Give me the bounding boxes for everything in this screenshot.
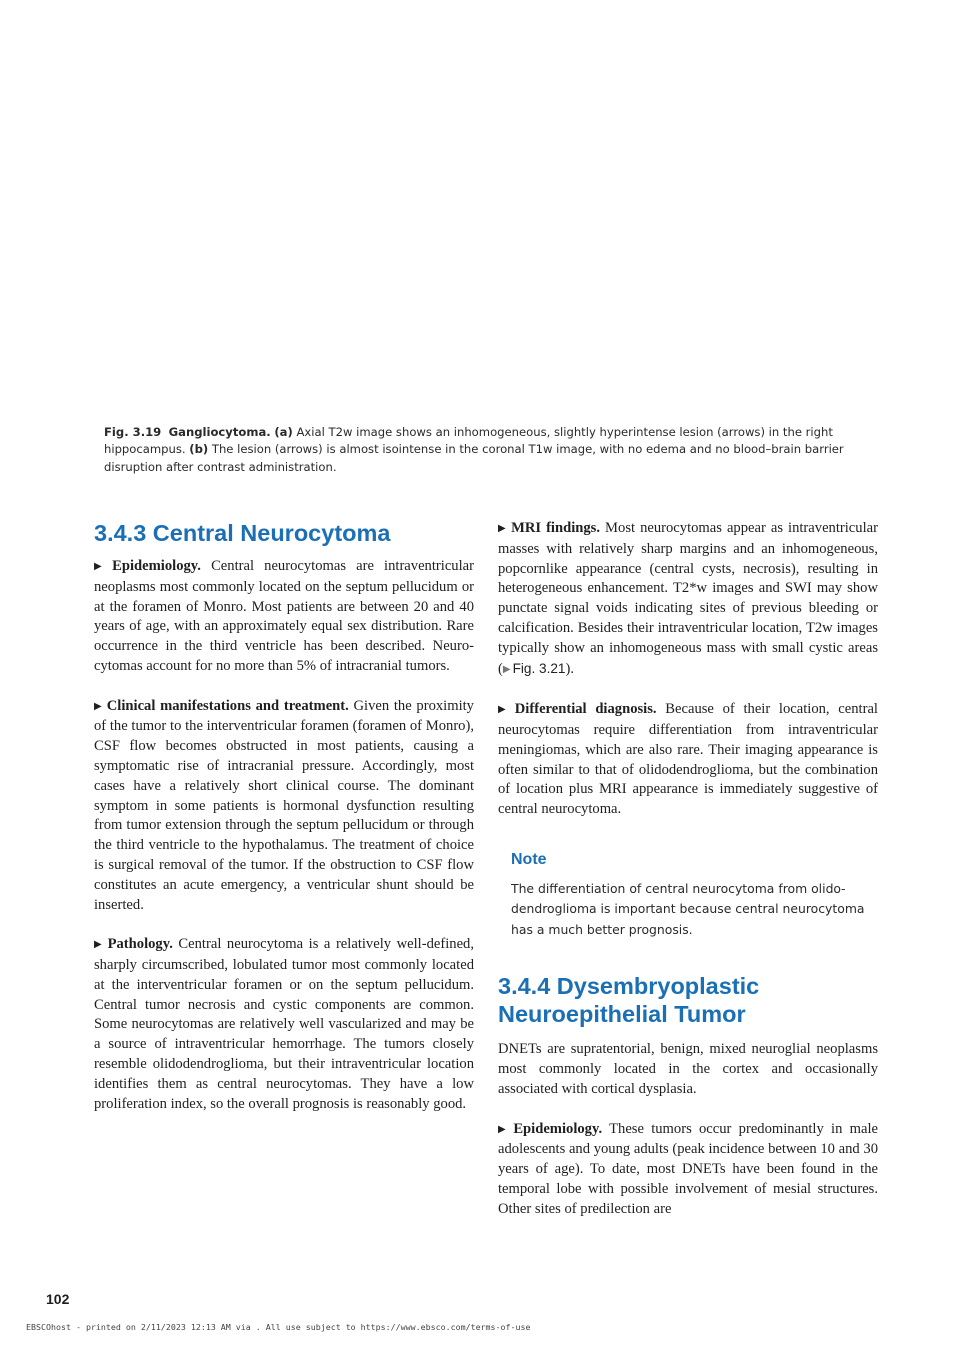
- note-title: Note: [511, 850, 547, 868]
- triangle-marker-icon: ▶: [94, 939, 104, 951]
- paragraph-mri-findings: [498, 519, 878, 680]
- paragraph-lead: Clinical manifestations and treatment.: [106, 697, 349, 714]
- section-heading-line-1: 3.4.4 Dysembryoplastic: [498, 973, 760, 1000]
- paragraph-lead: Differential diagnosis.: [514, 701, 657, 718]
- paragraph-clinical: [94, 697, 474, 916]
- note-box: [511, 850, 871, 941]
- paragraph-text: Central neurocytoma is a relatively well-defined, sharply circumscribed, lobulated tumor most commonly located at the interventricular foramen or on the septum pellucidum. Central tumor necrosis and cystic components are common. Some neurocytomas are relatively well vascularized and may be a source of intraventricular hemorrhage. The tumors closely resemble olidodendroglioma, but their intraventricular location identifies them as central neurocytomas. They have a low proliferation index, so the overall prognosis is reasonably good.: [94, 936, 474, 1112]
- page-number: 102: [46, 1291, 70, 1307]
- paragraph-lead: Epidemiology.: [112, 558, 201, 574]
- paragraph-text: These tumors occur predominantly in male adolescents and young adults (peak incidence between 10 and 30 years of age). To date, most DNETs have been found in the temporal lobe with possible involvement of mesial structures. Other sites of predilection are: [498, 1120, 879, 1217]
- figure-part-a-tag: (a): [274, 425, 293, 439]
- note-text: The differentiation of central neurocytoma from olidodendroglioma is important because central neurocytoma has a much better prognosis.: [511, 880, 865, 937]
- figure-reference-link[interactable]: Fig. 3.21: [512, 660, 566, 676]
- figure-label: Fig. 3.19: [104, 425, 162, 439]
- paragraph-text-tail: ).: [565, 660, 574, 677]
- print-footer: EBSCOhost - printed on 2/11/2023 12:13 AM via . All use subject to https://www.ebsco.com/terms-of-use: [26, 1322, 531, 1332]
- figure-part-a-text: Axial T2w image shows an inhomogeneous, slightly hyperintense lesion (arrows) in the right hippocampus.: [104, 425, 833, 457]
- section-heading-line-2: Neuroepithelial Tumor: [498, 1001, 746, 1028]
- triangle-marker-icon: ▶: [94, 561, 109, 572]
- section-heading-central-neurocytoma: 3.4.3 Central Neurocytoma: [94, 520, 391, 546]
- figure-part-b-tag: (b): [189, 442, 209, 457]
- paragraph-pathology: [94, 935, 474, 1114]
- triangle-marker-icon: ▶: [94, 700, 103, 712]
- paragraph-lead: MRI findings.: [511, 520, 601, 536]
- paragraph-dnet-epidemiology: [498, 1120, 878, 1220]
- paragraph-differential-diagnosis: [498, 700, 878, 820]
- paragraph-lead: Pathology.: [107, 936, 173, 953]
- triangle-marker-icon: ▶: [498, 523, 508, 534]
- right-column: [498, 519, 878, 1220]
- figure-caption: [104, 424, 864, 476]
- figure-part-b-text: The lesion (arrows) is almost isointense in the coronal T1w image, with no edema and no blood–brain barrier disruption after contrast administration.: [104, 442, 844, 474]
- paragraph-lead: Epidemiology.: [513, 1120, 603, 1137]
- triangle-marker-icon: ▶: [502, 663, 511, 675]
- figure-title: Gangliocytoma.: [168, 425, 271, 439]
- paragraph-text: Most neurocytomas appear as intraventricular masses with relatively sharp margins and an inhomogeneous, popcornlike appearance (central cysts, necrosis), resulting in heterogeneous enhancement. T2*w images and SWI may show punctate signal voids indicating sites of previous bleeding or calcification. Besides their intraventricular location, T2w images typically show an inhomogeneous mass with small cystic areas (: [498, 520, 878, 677]
- left-column: [94, 519, 474, 1114]
- paragraph-text: Given the proximity of the tumor to the interventricular foramen (foramen of Monro), CSF flow becomes obstructed in most patients, causing a symptomatic rise of intracranial pressure. Accordingly, most cases have a relatively short clinical course. The dominant symptom in some patients is hormonal dysfunction resulting from tumor extension through the septum pellucidum or through the third ventricle to the hypothalamus. The treatment of choice is surgical removal of the tumor. If the obstruction to CSF flow constitutes an acute emergency, a ventricular shunt should be inserted.: [94, 697, 474, 913]
- paragraph-text: Because of their location, central neurocytomas require differentiation from intraventricular meningiomas, which are also rare. Their imaging appearance is often similar to that of olidodendroglioma, but the combination of location plus MRI appearance is immediately suggestive of central neurocytoma.: [498, 701, 878, 818]
- triangle-marker-icon: ▶: [498, 1123, 510, 1135]
- triangle-marker-icon: ▶: [498, 704, 511, 716]
- paragraph-text: Central neurocytomas are intraventricular neoplasms most commonly located on the septum pellucidum or at the foramen of Monro. Most patients are between 20 and 40 years of age, with an approximately equal sex distribution. Rare occurrence in the third ventricle has been described. Neurocytomas account for no more than 5% of intracranial tumors.: [94, 558, 474, 674]
- section-heading-dnet: [498, 972, 878, 1028]
- paragraph-dnet-intro: DNETs are supratentorial, benign, mixed neuroglial neoplasms most commonly located in the cortex and occasionally associated with cortical dysplasia.: [498, 1041, 878, 1098]
- paragraph-epidemiology: [94, 557, 474, 677]
